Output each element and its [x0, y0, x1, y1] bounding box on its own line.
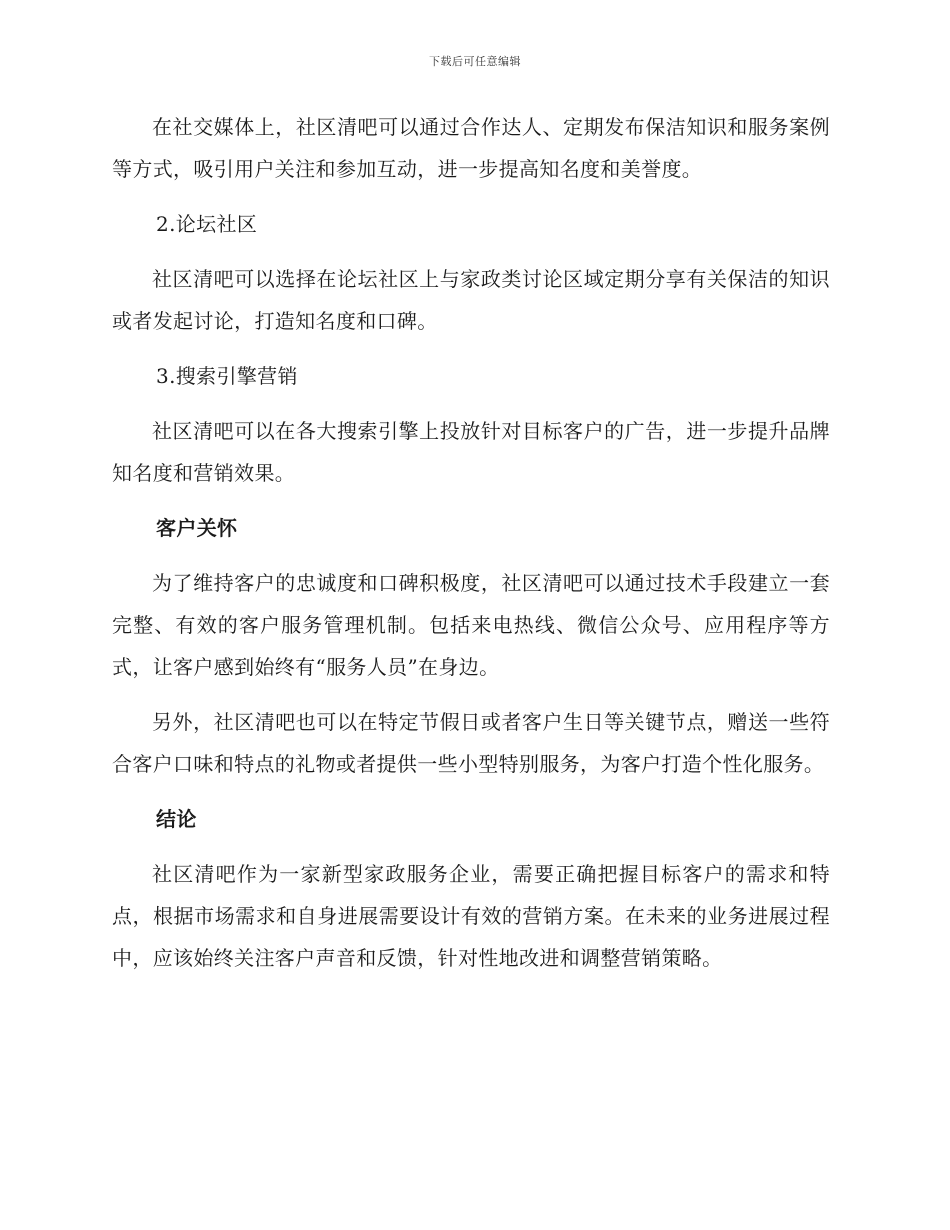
paragraph-social-media: 在社交媒体上，社区清吧可以通过合作达人、定期发布保洁知识和服务案例等方式，吸引用户关注和参加互动，进一步提高知名度和美誉度。	[112, 115, 830, 181]
paragraph-customer-care: 为了维持客户的忠诚度和口碑积极度，社区清吧可以通过技术手段建立一套完整、有效的客户服务管理机制。包括来电热线、微信公众号、应用程序等方式，让客户感到始终有“服务人员”在身边。	[112, 571, 830, 679]
paragraph-forum: 社区清吧可以选择在论坛社区上与家政类讨论区域定期分享有关保洁的知识或者发起讨论，打造知名度和口碑。	[112, 267, 830, 333]
paragraph-conclusion: 社区清吧作为一家新型家政服务企业，需要正确把握目标客户的需求和特点，根据市场需求和自身进展需要设计有效的营销方案。在未来的业务进展过程中，应该始终关注客户声音和反馈，针对性地改进和调整营销策略。	[112, 862, 830, 970]
paragraph-special-service: 另外，社区清吧也可以在特定节假日或者客户生日等关键节点，赠送一些符合客户口味和特点的礼物或者提供一些小型特别服务，为客户打造个性化服务。	[112, 710, 830, 776]
subheading-forum: 2.论坛社区	[156, 212, 258, 236]
page-header: 下载后可任意编辑	[429, 55, 521, 68]
section-heading-customer-care: 客户关怀	[156, 516, 238, 540]
section-heading-conclusion: 结论	[156, 807, 197, 831]
subheading-search-marketing: 3.搜索引擎营销	[156, 364, 298, 388]
paragraph-search-marketing: 社区清吧可以在各大搜索引擎上投放针对目标客户的广告，进一步提升品牌知名度和营销效果。	[112, 419, 830, 485]
document-body	[112, 106, 830, 992]
